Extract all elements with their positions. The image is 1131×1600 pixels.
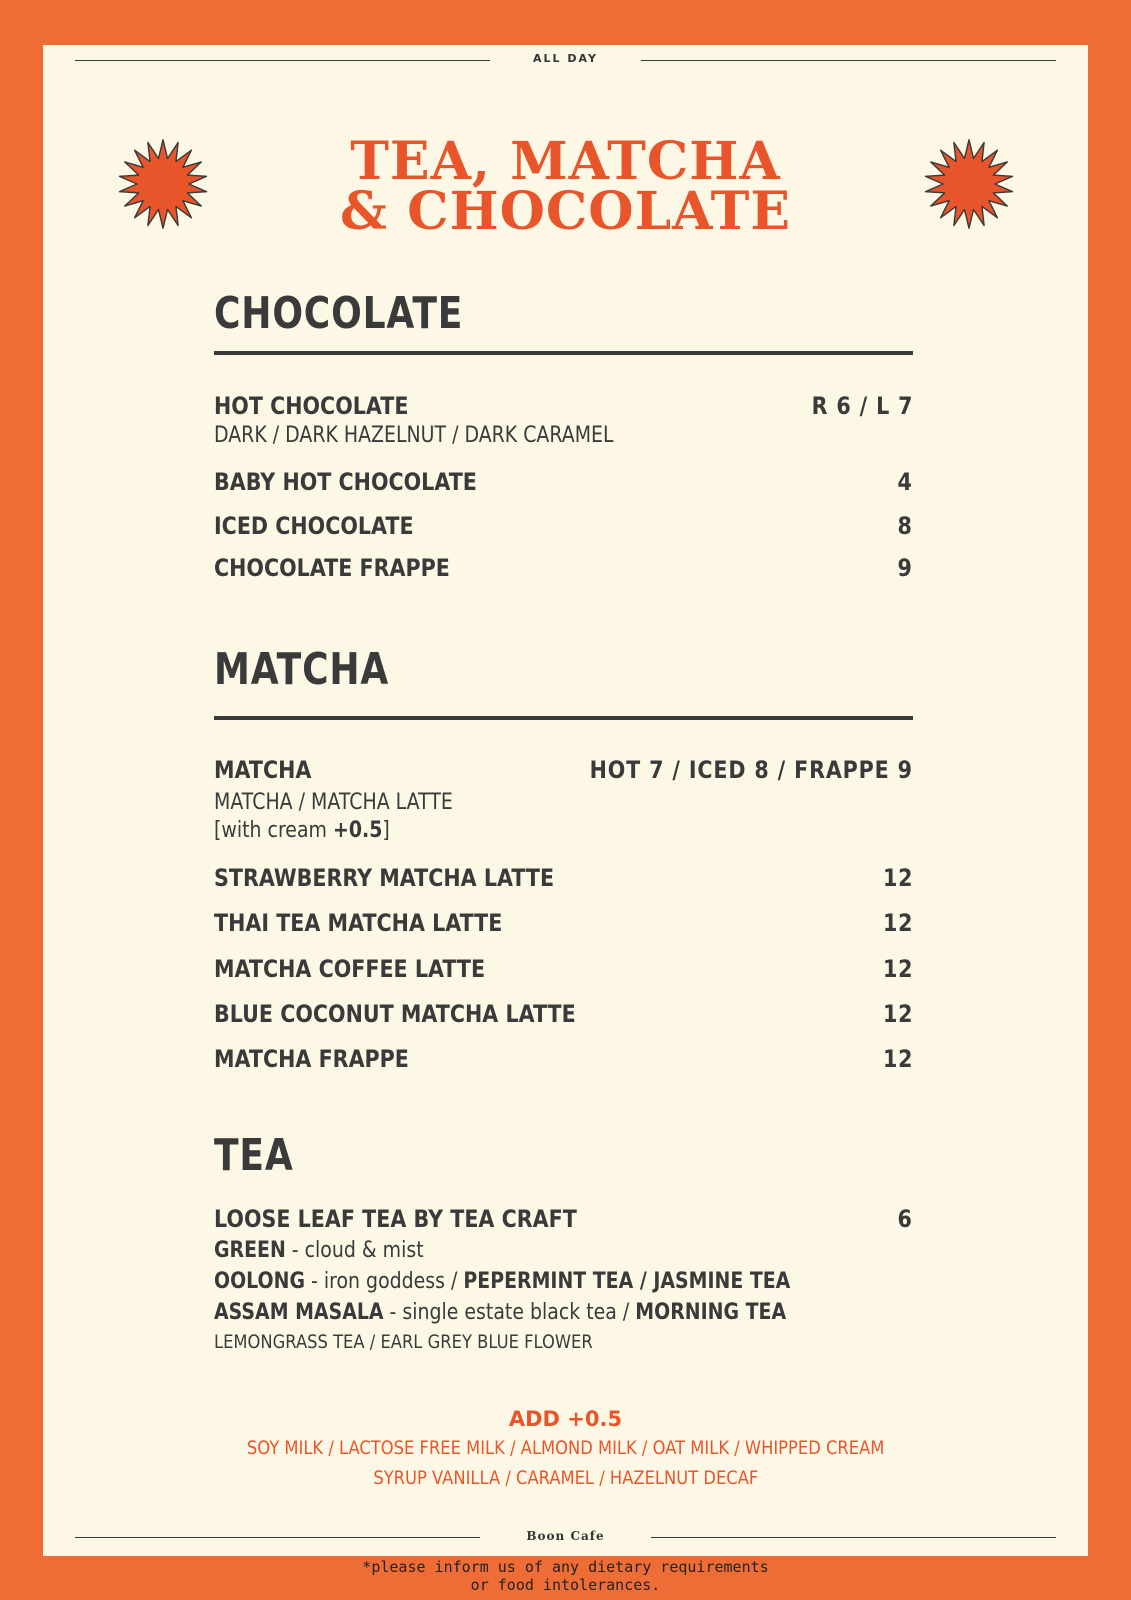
- item-price: 6: [897, 1205, 913, 1233]
- tea-name: GREEN: [214, 1238, 286, 1263]
- tea-name: ASSAM MASALA: [214, 1300, 384, 1325]
- item-options: DARK / DARK HAZELNUT / DARK CARAMEL: [214, 423, 614, 448]
- item-name: CHOCOLATE FRAPPE: [214, 554, 450, 582]
- tea-desc: - iron goddess /: [304, 1269, 464, 1294]
- item-name: LOOSE LEAF TEA BY TEA CRAFT: [214, 1205, 577, 1233]
- cream-text: [with cream: [214, 818, 333, 843]
- tea-name: OOLONG: [214, 1269, 305, 1294]
- tea-desc: - cloud & mist: [285, 1238, 424, 1263]
- tea-desc: - single estate black tea /: [383, 1300, 636, 1325]
- addons-title: ADD +0.5: [508, 1407, 623, 1431]
- footnote-line-1: *please inform us of any dietary requirements: [362, 1558, 769, 1576]
- item-price: 12: [882, 955, 913, 983]
- item-price: HOT 7 / ICED 8 / FRAPPE 9: [589, 756, 913, 784]
- item-name: BABY HOT CHOCOLATE: [214, 468, 477, 496]
- tea-name: MORNING TEA: [635, 1300, 787, 1325]
- section-heading-tea: TEA: [214, 1130, 294, 1181]
- item-name: STRAWBERRY MATCHA LATTE: [214, 864, 555, 892]
- page-title-line-1: TEA, MATCHA: [350, 131, 781, 192]
- item-options: MATCHA / MATCHA LATTE: [214, 790, 453, 815]
- brand-name: Boon Cafe: [526, 1529, 605, 1543]
- tea-line-green: [214, 1238, 424, 1263]
- section-rule: [214, 716, 913, 720]
- tea-line-assam: [214, 1300, 786, 1325]
- item-price: R 6 / L 7: [811, 392, 913, 420]
- item-name: MATCHA FRAPPE: [214, 1045, 409, 1073]
- footnote-line-2: or food intolerances.: [470, 1576, 661, 1594]
- item-price: 9: [897, 554, 913, 582]
- tea-line-oolong: [214, 1269, 790, 1294]
- tea-line-last: LEMONGRASS TEA / EARL GREY BLUE FLOWER: [214, 1331, 593, 1353]
- addons-line-2: [0, 1467, 1131, 1489]
- item-price: 12: [882, 1000, 913, 1028]
- cream-price: +0.5: [332, 818, 383, 843]
- section-heading-chocolate: CHOCOLATE: [214, 288, 464, 339]
- cream-addon: [214, 818, 390, 843]
- all-day-label: ALL DAY: [533, 52, 598, 65]
- item-price: 4: [897, 468, 913, 496]
- dietary-footnote: [0, 1558, 1131, 1594]
- item-name: MATCHA COFFEE LATTE: [214, 955, 486, 983]
- item-price: 12: [882, 1045, 913, 1073]
- addons-text: SOY MILK / LACTOSE FREE MILK / ALMOND MILK / OAT MILK / WHIPPED CREAM: [246, 1437, 885, 1459]
- page-title-line-2: & CHOCOLATE: [340, 181, 791, 242]
- item-price: 12: [882, 909, 913, 937]
- cream-text-end: ]: [382, 818, 390, 843]
- item-name: HOT CHOCOLATE: [214, 392, 409, 420]
- tea-name: PEPERMINT TEA / JASMINE TEA: [463, 1269, 791, 1294]
- section-heading-matcha: MATCHA: [214, 644, 390, 695]
- item-name: ICED CHOCOLATE: [214, 512, 414, 540]
- section-rule: [214, 351, 913, 355]
- item-name: BLUE COCONUT MATCHA LATTE: [214, 1000, 576, 1028]
- addons-text: SYRUP VANILLA / CARAMEL / HAZELNUT DECAF: [373, 1467, 758, 1489]
- item-name: THAI TEA MATCHA LATTE: [214, 909, 503, 937]
- menu-card: [43, 45, 1088, 1556]
- item-name: MATCHA: [214, 756, 312, 784]
- addons-line-1: [0, 1437, 1131, 1459]
- item-price: 8: [897, 512, 913, 540]
- item-price: 12: [882, 864, 913, 892]
